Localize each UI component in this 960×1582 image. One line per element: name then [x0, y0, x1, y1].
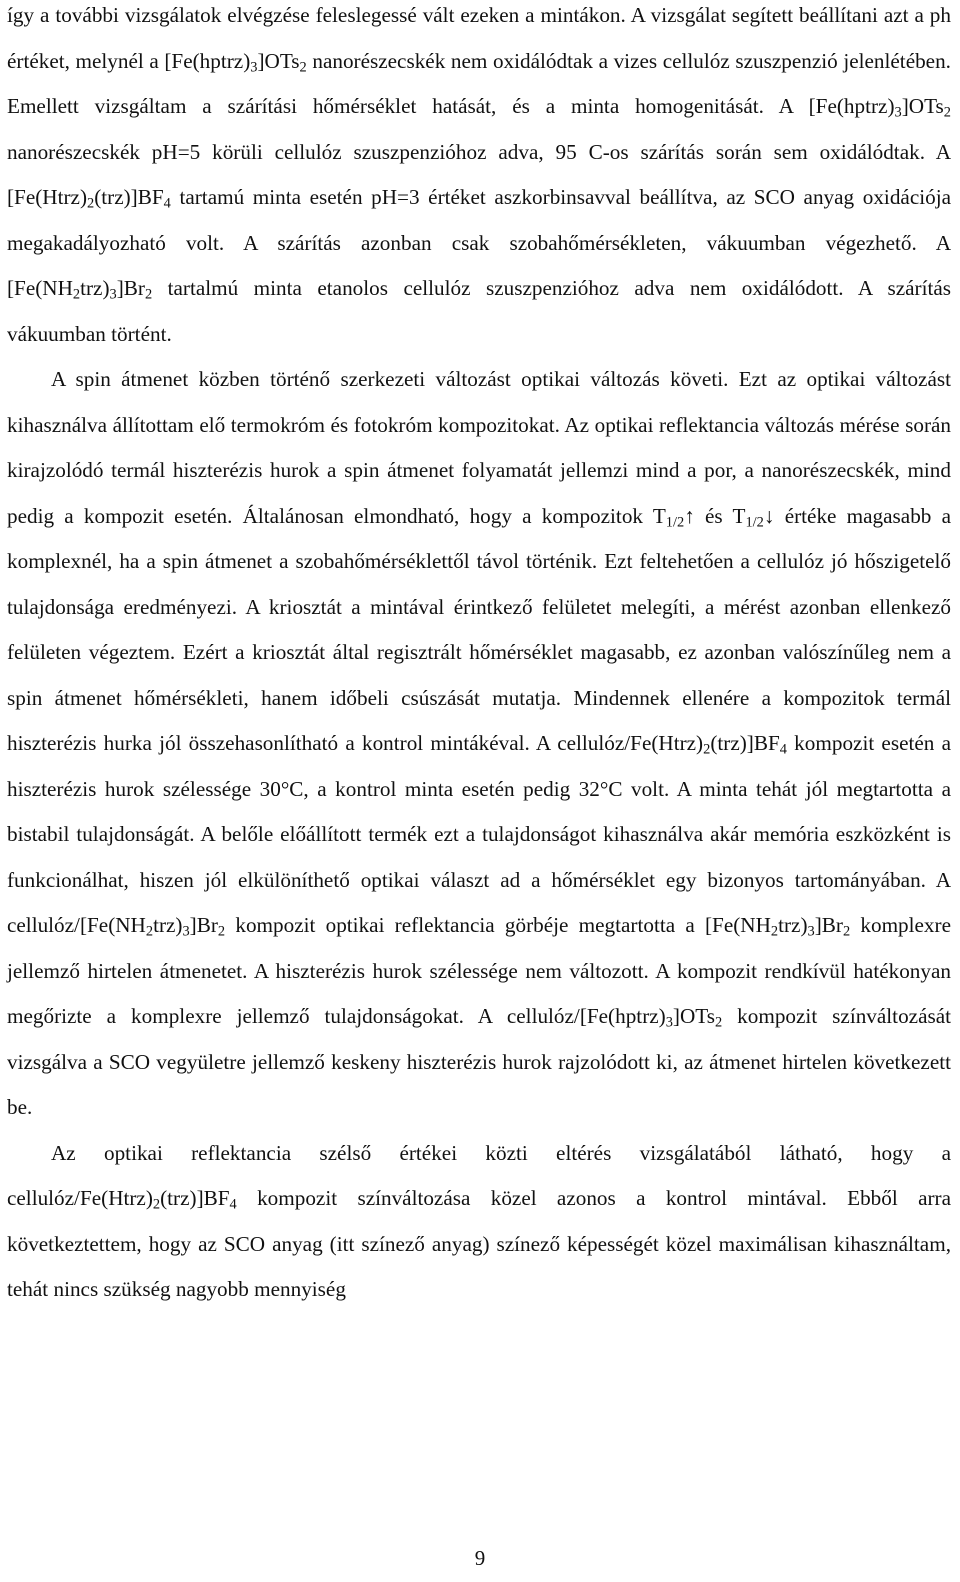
text-run: tartamú minta esetén pH=3 értéket aszkorbinsavval beállítva, az SCO anyag oxidációja megakadályozható volt. A szárítás azonban csak szobahőmérsékleten, vákuumban végezhető. A [Fe(NH: [7, 185, 951, 300]
text-run: ]OTs: [257, 48, 300, 73]
text-run: trz): [80, 276, 110, 300]
text-run: ]Br: [189, 913, 218, 937]
text-run: nanorészecskék nem oxidálódtak a vizes cellulóz szuszpenzió jelenlétében. Emellett vizsgáltam a szárítási hőmérséklet hatását, és a minta homogenitását. A [Fe(hptrz): [7, 48, 951, 118]
subscript: 2: [152, 1196, 161, 1213]
subscript: 4: [779, 741, 787, 758]
text-run: így a további vizsgálatok elvégzése feleslegessé vált ezeken a mintákon. A vizsgálat segített beállítani azt a ph értéket, melynél a [Fe(hptrz): [7, 3, 951, 73]
text-run: Az optikai reflektancia szélső értékei közti eltérés vizsgálatából látható, hogy a cellulóz/Fe(Htrz): [7, 1140, 951, 1210]
text-run: (trz)]BF: [94, 185, 164, 209]
paragraph-3: [7, 1131, 951, 1313]
text-run: ]OTs: [901, 94, 944, 118]
subscript: 2: [87, 195, 95, 212]
text-run: A spin átmenet közben történő szerkezeti változást optikai változás követi. Ezt az optikai változást kihasználva állítottam elő termokróm és fotokróm kompozitokat. Az optikai reflektancia változás mérése során kirajzolódó termál hiszterézis hurok a spin átmenet folyamatát jellemzi mind a por, a nanorészecskék, mind pedig a kompozit esetén. Általánosan elmondható, hogy a kompozitok T: [7, 367, 951, 528]
subscript: 3: [109, 286, 117, 303]
subscript: 4: [229, 1196, 237, 1213]
subscript: 4: [163, 195, 171, 212]
subscript: 3: [665, 1014, 673, 1031]
subscript: 2: [943, 104, 951, 121]
text-run: trz): [778, 913, 808, 937]
text-run: ↑ és T: [684, 503, 746, 528]
subscript: 3: [807, 923, 815, 940]
text-run: trz): [153, 913, 183, 937]
text-run: komplexre jellemző hirtelen átmenetet. A hiszterézis hurok szélessége nem változott. A kompozit rendkívül hatékonyan megőrizte a komplexre jellemző tulajdonságokat. A cellulóz/[Fe(hptrz): [7, 913, 951, 1028]
text-run: ]OTs: [672, 1004, 715, 1028]
text-run: kompozit színváltozása közel azonos a kontrol mintával. Ebből arra következtettem, hogy az SCO anyag (itt színező anyag) színező képességét közel maximálisan kihasználtam, tehát nincs szükség nagyobb mennyiség: [7, 1186, 951, 1301]
text-run: ]Br: [116, 276, 145, 300]
text-run: tartalmú minta etanolos cellulóz szuszpenzióhoz adva nem oxidálódott. A szárítás vákuumban történt.: [7, 276, 951, 346]
document-page: [7, 0, 951, 1313]
paragraph-2: [7, 357, 951, 1131]
subscript: 1/2: [745, 514, 764, 531]
text-run: kompozit esetén a hiszterézis hurok szélessége 30°C, a kontrol minta esetén pedig 32°C volt. A minta tehát jól megtartotta a bistabil tulajdonságát. A belőle előállított termék ezt a tulajdonságot kihasználva akár memória eszközként is funkcionálhat, hiszen jól elkülöníthető optikai választ ad a hőmérséklet egy bizonyos tartományában. A cellulóz/[Fe(NH: [7, 731, 951, 937]
text-run: kompozit színváltozását vizsgálva a SCO vegyületre jellemző keskeny hiszterézis hurok rajzolódott ki, az átmenet hirtelen következett be.: [7, 1004, 952, 1119]
text-run: nanorészecskék pH=5 körüli cellulóz szuszpenzióhoz adva, 95 C-os szárítás során sem oxidálódtak. A [Fe(Htrz): [7, 139, 951, 209]
subscript: 2: [715, 1014, 723, 1031]
subscript: 3: [894, 104, 902, 121]
text-run: ]Br: [814, 913, 843, 937]
text-run: ↓ értéke magasabb a komplexnél, ha a spin átmenet a szobahőmérséklettől távol történik. Ezt feltehetően a cellulóz jó hőszigetelő tulajdonsága eredményezi. A kriosztát a mintával érintkező felületet melegíti, a mérést azonban ellenkező felületen végeztem. Ezért a kriosztát által regisztrált hőmérséklet magasabb, ez azonban valószínűleg nem a spin átmenet hőmérsékleti, hanem időbeli csúszását mutatja. Mindennek ellenére a kompozitok termál hiszterézis hurka jól összehasonlítható a kontrol mintákéval. A cellulóz/Fe(Htrz): [7, 503, 952, 755]
text-run: (trz)]BF: [710, 731, 780, 755]
page-number: 9: [474, 1546, 486, 1570]
subscript: 2: [770, 923, 779, 940]
subscript: 2: [144, 286, 153, 303]
text-run: kompozit optikai reflektancia görbéje megtartotta a [Fe(NH: [225, 913, 771, 937]
subscript: 1/2: [665, 514, 685, 531]
text-run: (trz)]BF: [160, 1186, 230, 1210]
paragraph-1: [7, 0, 951, 357]
subscript: 3: [182, 923, 190, 940]
subscript: 2: [299, 59, 307, 76]
subscript: 2: [72, 286, 81, 303]
subscript: 2: [217, 923, 226, 940]
subscript: 2: [842, 923, 851, 940]
subscript: 2: [145, 923, 154, 940]
subscript: 2: [703, 741, 711, 758]
subscript: 3: [250, 59, 258, 76]
